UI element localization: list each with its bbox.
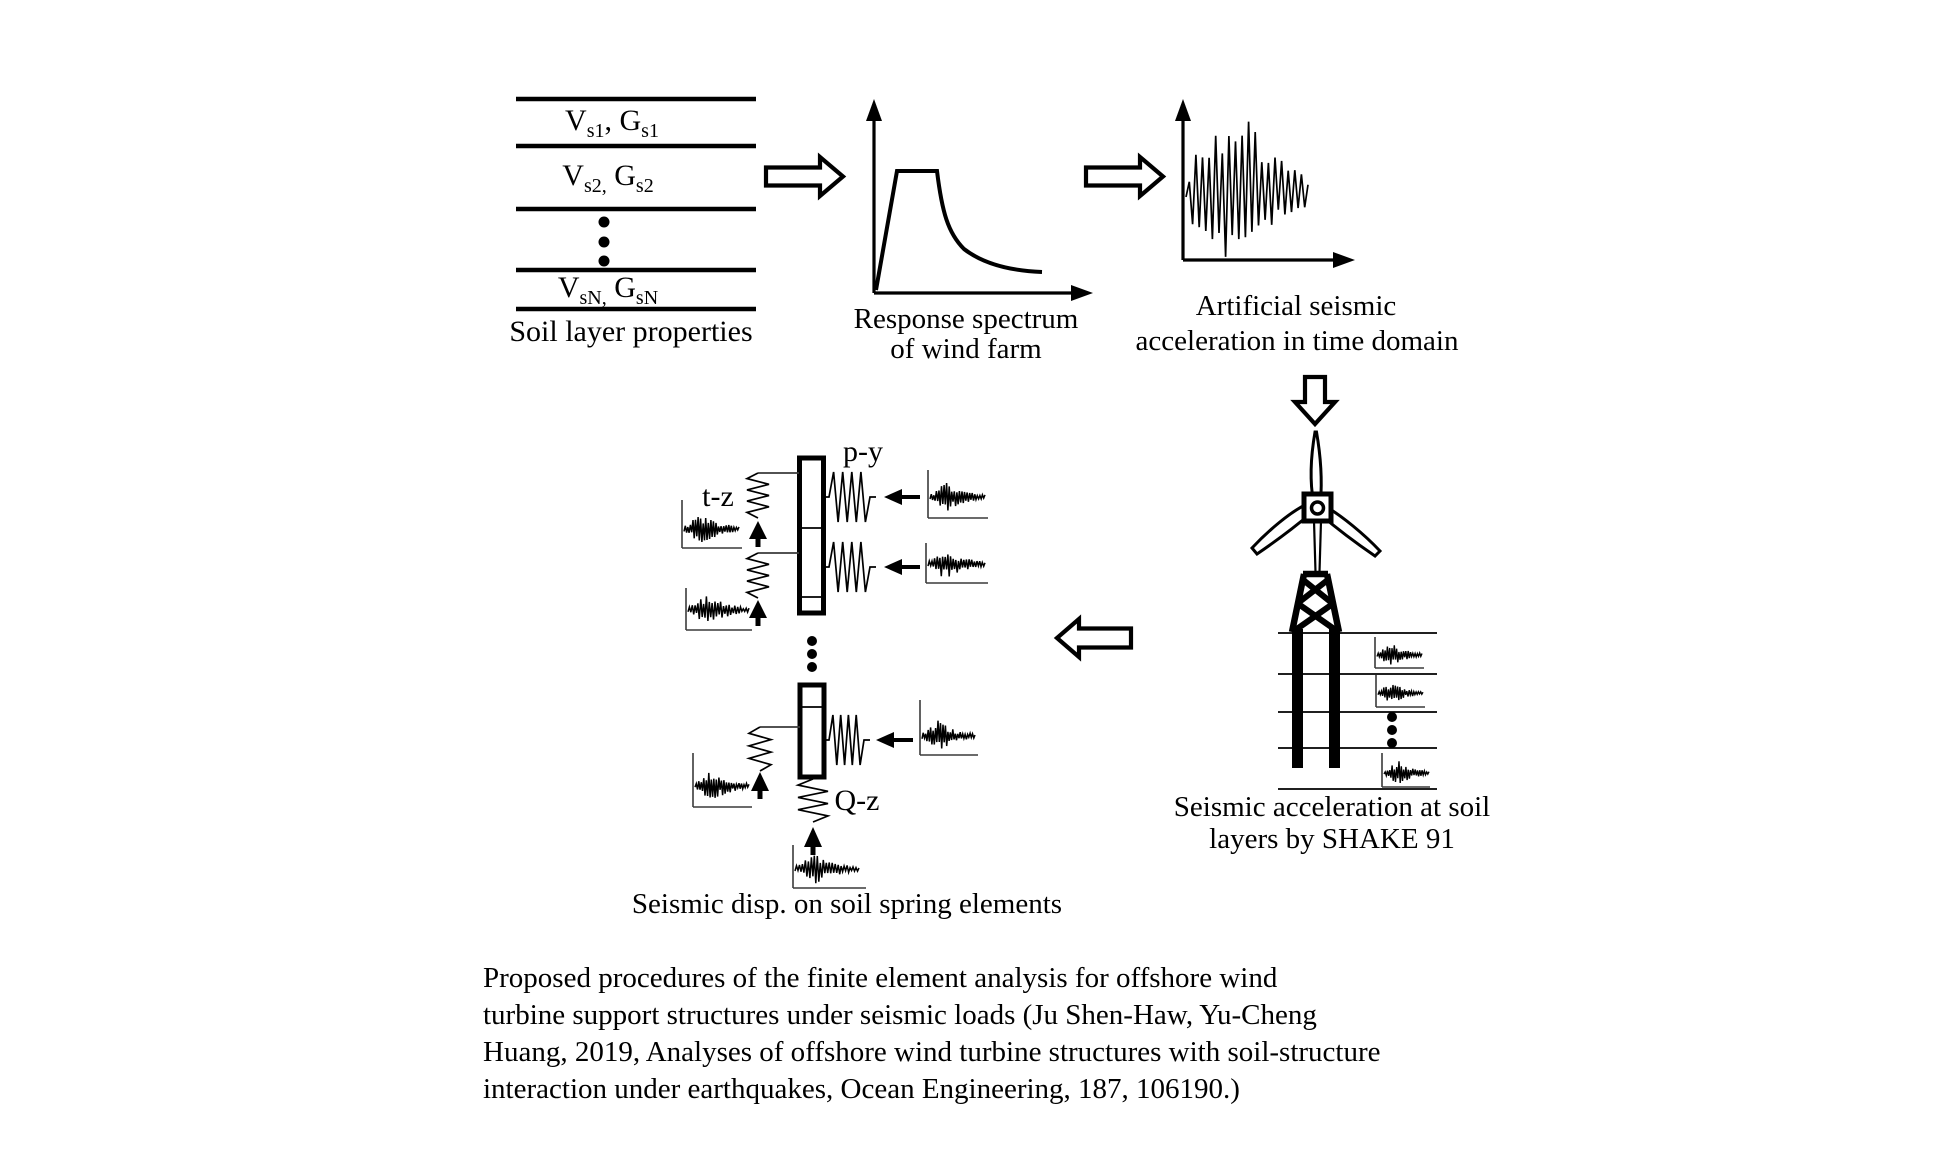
jacket-lattice — [1292, 574, 1339, 632]
up-arrow-icon — [751, 772, 769, 799]
response-spectrum-caption-line2: of wind farm — [890, 333, 1042, 365]
right-block-arrow-icon — [1086, 157, 1163, 196]
ellipsis-dot — [599, 256, 610, 267]
ellipsis-dot — [807, 636, 817, 646]
seismic-burst — [1384, 761, 1429, 783]
y-axis-arrowhead-icon — [1175, 99, 1191, 121]
response-spectrum-caption-line1: Response spectrum — [853, 303, 1079, 335]
right-block-arrow-icon — [766, 157, 843, 196]
up-arrow-icon — [749, 521, 767, 547]
figure-caption-line: turbine support structures under seismic loads (Ju Shen-Haw, Yu-Cheng — [483, 999, 1317, 1031]
tz-spring-label: t-z — [702, 480, 734, 513]
seismic-burst — [922, 721, 975, 749]
seismic-burst — [695, 773, 749, 798]
up-arrow-icon — [804, 827, 822, 855]
py-spring-label: p-y — [843, 435, 883, 468]
soil-stack-caption: Soil layer properties — [509, 315, 753, 348]
turbine-tower — [1314, 521, 1316, 572]
response-spectrum-plot — [866, 99, 1093, 301]
seismic-burst — [795, 856, 859, 884]
seismic-burst — [1378, 685, 1423, 700]
ellipsis-dot — [807, 649, 817, 659]
seismic-burst — [930, 483, 985, 511]
figure-caption-line: Huang, 2019, Analyses of offshore wind turbine structures with soil-structure — [483, 1036, 1381, 1068]
x-axis-arrowhead-icon — [1071, 285, 1093, 301]
turbine-tower — [1320, 521, 1322, 572]
tz-spring — [747, 553, 769, 598]
ellipsis-dot — [599, 217, 610, 228]
artificial-seismic-caption-line2: acceleration in time domain — [1135, 325, 1459, 357]
left-arrow-icon — [876, 732, 913, 748]
ellipsis-dot — [1387, 738, 1397, 748]
qz-spring-label: Q-z — [834, 784, 880, 817]
soil-ellipsis — [599, 217, 610, 267]
shake-caption-line2: layers by SHAKE 91 — [1209, 823, 1455, 855]
qz-spring — [798, 779, 828, 822]
figure-caption-line: Proposed procedures of the finite element analysis for offshore wind — [483, 962, 1278, 994]
pile-element — [800, 458, 824, 613]
seismic-burst — [928, 555, 985, 577]
soil-layer-label-1: $V_{s1}$, $G_{s1}$ — [565, 104, 659, 142]
left-arrow-icon — [884, 559, 920, 575]
pile — [1292, 629, 1303, 768]
pile-ellipsis — [807, 636, 817, 672]
ellipsis-dot — [807, 662, 817, 672]
left-arrow-icon — [884, 489, 920, 505]
ellipsis-dot — [1387, 725, 1397, 735]
turbine-blade-left — [1252, 504, 1310, 554]
down-block-arrow-icon — [1295, 377, 1335, 424]
figure-caption-line: interaction under earthquakes, Ocean Engineering, 187, 106190.) — [483, 1073, 1240, 1105]
ellipsis-dot — [1387, 712, 1397, 722]
left-block-arrow-icon — [1057, 619, 1131, 657]
spring-model-caption: Seismic disp. on soil spring elements — [631, 888, 1063, 920]
tz-spring — [749, 727, 771, 771]
seismic-trace — [1186, 122, 1308, 257]
seismic-burst — [1377, 645, 1422, 664]
seismic-burst — [684, 517, 739, 542]
figure-caption — [483, 960, 1483, 1108]
ellipsis-dot — [599, 237, 610, 248]
y-axis-arrowhead-icon — [866, 99, 882, 121]
turbine-hub — [1312, 502, 1324, 514]
artificial-seismic-plot — [1175, 99, 1355, 268]
py-spring — [823, 542, 876, 592]
turbine-soil-ellipsis — [1387, 712, 1397, 748]
pile-element — [800, 685, 824, 777]
soil-layer-label-2: $V_{s2,}$ $G_{s2}$ — [562, 159, 654, 197]
tz-spring — [747, 473, 769, 518]
response-spectrum-curve — [876, 171, 1042, 290]
py-spring — [823, 472, 876, 522]
up-arrow-icon — [749, 600, 767, 626]
py-spring — [823, 715, 870, 765]
wind-turbine-icon — [1252, 432, 1380, 768]
seismic-burst — [688, 596, 749, 621]
artificial-seismic-caption-line1: Artificial seismic — [1195, 290, 1397, 322]
pile — [1329, 629, 1340, 768]
soil-layer-label-n: $V_{sN,}$ $G_{sN}$ — [557, 271, 659, 309]
x-axis-arrowhead-icon — [1333, 252, 1355, 268]
shake-caption-line1: Seismic acceleration at soil — [1173, 791, 1491, 823]
